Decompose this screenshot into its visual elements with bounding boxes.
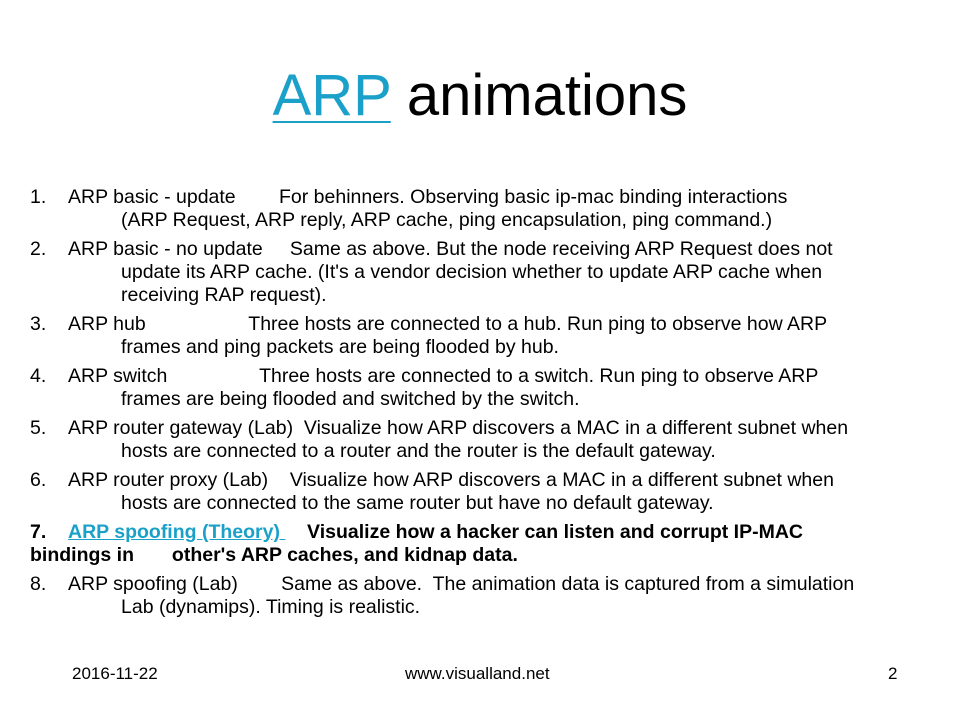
title-text: animations	[390, 63, 688, 128]
list-number: 4.	[30, 365, 47, 387]
list-item-1	[30, 186, 942, 232]
list-item-7	[30, 521, 942, 567]
list-item-text: ARP basic - no update Same as above. But the node receiving ARP Request does not	[68, 238, 833, 260]
list-item-description: Visualize how a hacker can listen and corrupt IP-MAC	[285, 521, 803, 543]
slide-title	[0, 60, 960, 132]
title-arp-link[interactable]: ARP	[272, 63, 391, 128]
list-item-continuation: (ARP Request, ARP reply, ARP cache, ping encapsulation, ping command.)	[121, 209, 773, 231]
list-item-continuation: frames are being flooded and switched by the switch.	[121, 388, 580, 410]
list-number: 6.	[30, 469, 47, 491]
list-item-8	[30, 573, 942, 619]
list-item-continuation: hosts are connected to a router and the router is the default gateway.	[121, 440, 716, 462]
list-item-continuation: update its ARP cache. (It's a vendor decision whether to update ARP cache when	[121, 261, 823, 283]
list-item-text: ARP basic - update For behinners. Observing basic ip-mac binding interactions	[68, 186, 788, 208]
footer-website: www.visualland.net	[405, 664, 550, 683]
list-number: 3.	[30, 313, 47, 335]
list-item-6	[30, 469, 942, 515]
list-item-text	[68, 521, 942, 544]
list-item-text: ARP hub Three hosts are connected to a hub. Run ping to observe how ARP	[68, 313, 828, 335]
list-item-2	[30, 238, 942, 307]
list-item-continuation: hosts are connected to the same router but have no default gateway.	[121, 492, 714, 514]
list-number: 5.	[30, 417, 47, 439]
list-item-text: ARP switch Three hosts are connected to a switch. Run ping to observe ARP	[68, 365, 819, 387]
list-number: 7.	[30, 521, 47, 543]
list-number: 1.	[30, 186, 47, 208]
list-item-text-line2: bindings in other's ARP caches, and kidnap data.	[30, 544, 518, 566]
page-number: 2	[888, 664, 898, 683]
list-item-continuation: Lab (dynamips). Timing is realistic.	[121, 596, 421, 618]
list-item-text: ARP router gateway (Lab) Visualize how ARP discovers a MAC in a different subnet when	[68, 417, 849, 439]
arp-spoofing-theory-link[interactable]: ARP spoofing (Theory)	[68, 521, 286, 543]
list-number: 8.	[30, 573, 47, 595]
list-item-4	[30, 365, 942, 411]
list-item-continuation: receiving RAP request).	[121, 284, 327, 306]
footer-date: 2016-11-22	[72, 664, 158, 683]
list-number: 2.	[30, 238, 47, 260]
list-item-text: ARP spoofing (Lab) Same as above. The animation data is captured from a simulation	[68, 573, 855, 595]
animation-list	[30, 186, 942, 625]
list-item-5	[30, 417, 942, 463]
list-item-3	[30, 313, 942, 359]
list-item-continuation: frames and ping packets are being flooded by hub.	[121, 336, 559, 358]
list-item-text: ARP router proxy (Lab) Visualize how ARP discovers a MAC in a different subnet when	[68, 469, 834, 491]
